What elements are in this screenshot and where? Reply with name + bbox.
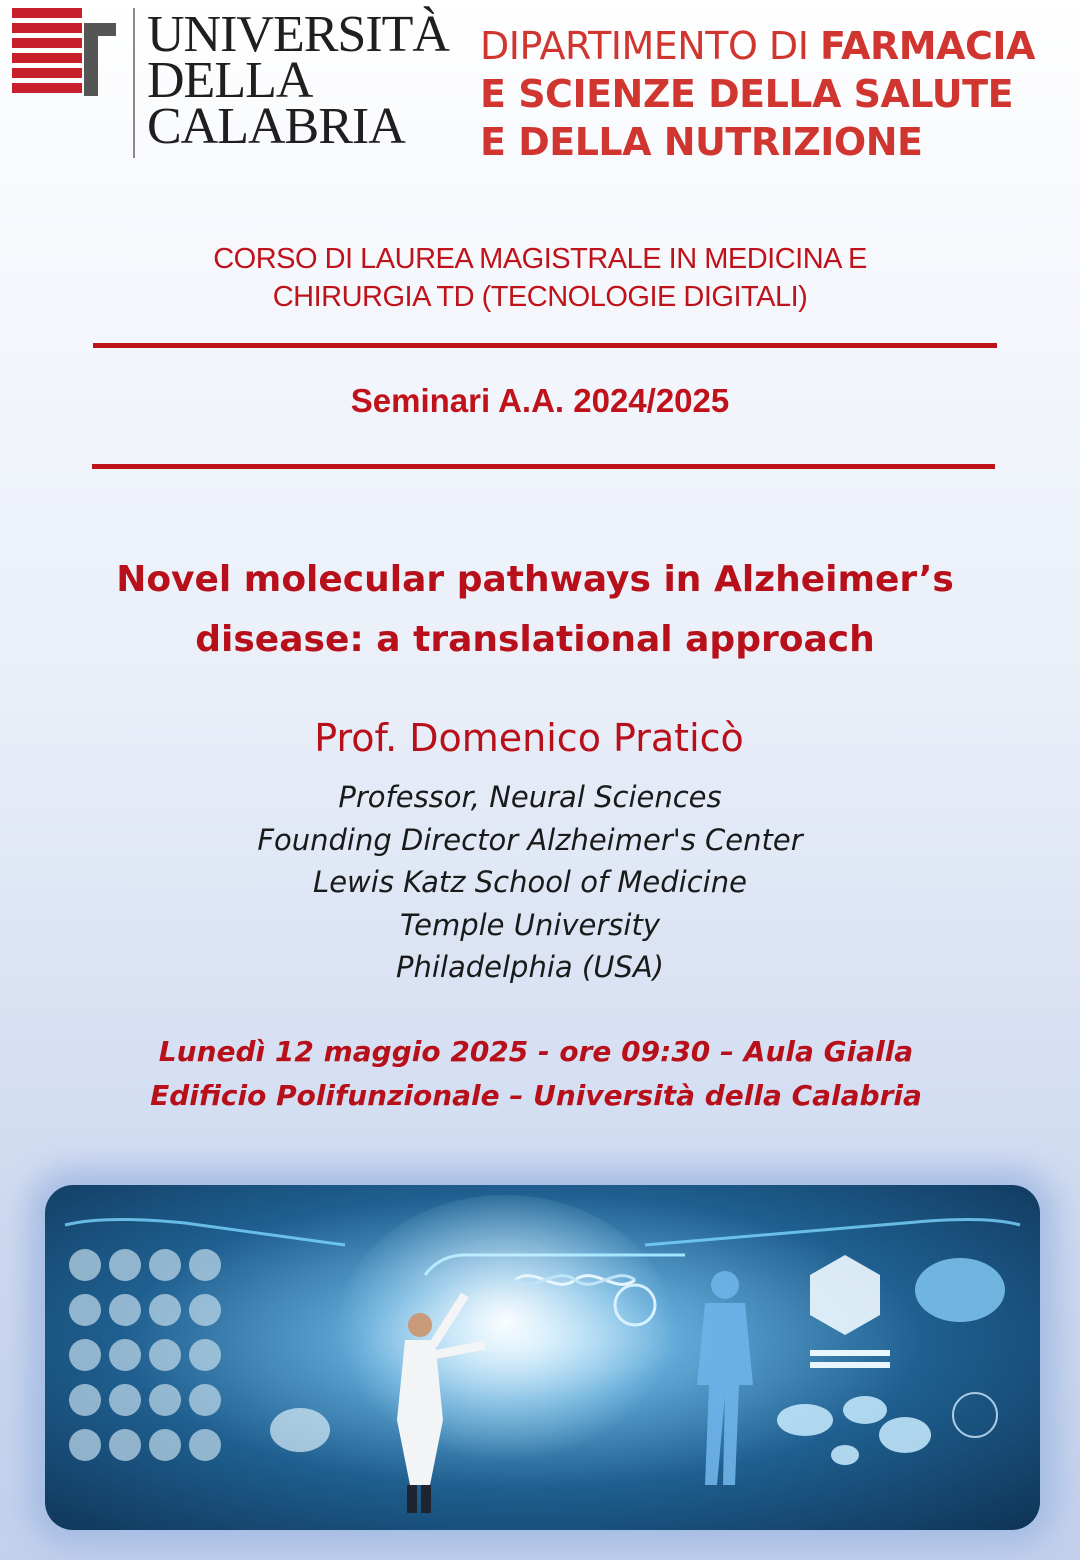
affiliation-line: Professor, Neural Sciences <box>338 780 722 814</box>
brain-icon <box>270 1408 330 1452</box>
event-details <box>0 1030 1072 1118</box>
university-logo-mark <box>12 8 116 108</box>
department-name <box>480 22 1070 166</box>
talk-title-line-1: Novel molecular pathways in Alzheimer’s <box>116 559 954 600</box>
hero-image <box>45 1185 1040 1530</box>
human-body-hologram <box>697 1271 753 1485</box>
medical-tech-illustration <box>45 1185 1040 1530</box>
divider-bottom <box>92 464 995 469</box>
course-line-1: CORSO DI LAUREA MAGISTRALE IN MEDICINA E <box>213 243 867 275</box>
department-line-3: E DELLA NUTRIZIONE <box>480 120 923 164</box>
brain-scan-grid <box>69 1249 221 1461</box>
talk-title <box>40 550 1030 670</box>
logo-divider <box>133 8 135 158</box>
affiliation-line: Temple University <box>399 907 661 942</box>
university-name-line: UNIVERSITÀ <box>147 6 449 63</box>
department-line-2: E SCIENZE DELLA SALUTE <box>480 72 1014 116</box>
brain-hologram-icon <box>915 1258 1005 1322</box>
speaker-affiliation <box>0 776 1060 989</box>
course-line-2: CHIRURGIA TD (TECNOLOGIE DIGITALI) <box>272 281 808 313</box>
affiliation-line: Philadelphia (USA) <box>396 950 664 984</box>
seminar-series: Seminari A.A. 2024/2025 <box>350 382 730 419</box>
talk-title-line-2: disease: a translational approach <box>195 619 875 660</box>
department-line-1-regular: DIPARTIMENTO DI <box>480 24 809 68</box>
hexagon-panel <box>810 1255 880 1335</box>
affiliation-line: Founding Director Alzheimer's Center <box>257 822 803 857</box>
event-venue: Edificio Polifunzionale – Università della Calabria <box>150 1079 922 1112</box>
affiliation-line: Lewis Katz School of Medicine <box>313 865 747 899</box>
world-map-icon <box>777 1396 931 1465</box>
course-name <box>60 240 1020 316</box>
university-name <box>147 6 457 155</box>
department-line-1 <box>480 22 1070 70</box>
department-line-1-bold: FARMACIA <box>820 24 1035 68</box>
event-datetime: Lunedì 12 maggio 2025 - ore 09:30 – Aula Gialla <box>158 1035 914 1068</box>
university-name-line: CALABRIA <box>147 98 405 155</box>
university-name-line: DELLA <box>147 52 313 109</box>
speaker-name: Prof. Domenico Praticò <box>314 716 744 760</box>
divider-top <box>93 343 997 348</box>
